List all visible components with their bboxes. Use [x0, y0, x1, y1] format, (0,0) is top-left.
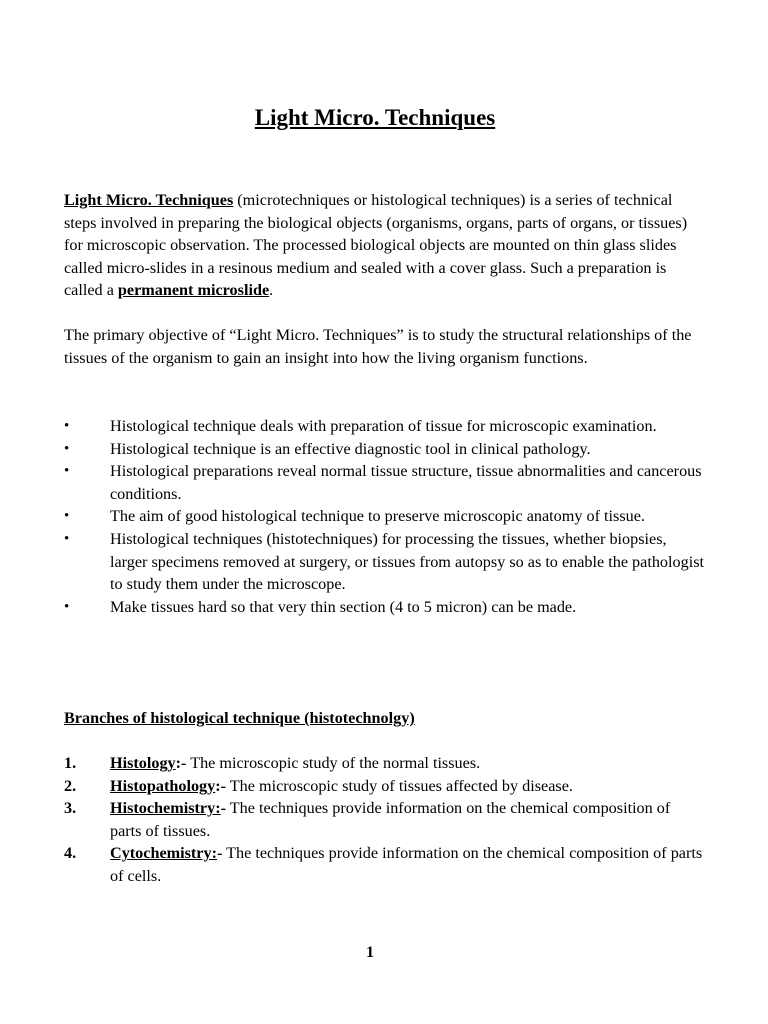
page-number: 1 [365, 943, 375, 961]
list-item-text: Make tissues hard so that very thin section (4 to 5 micron) can be made. [110, 597, 577, 616]
intro-lead-term: Light Micro. Techniques [64, 191, 234, 209]
list-item-text: The aim of good histological technique to preserve microscopic anatomy of tissue. [110, 507, 645, 526]
branch-item [64, 797, 704, 842]
branch-item [64, 752, 704, 775]
intro-paragraph [64, 189, 704, 302]
intro-key-term: permanent microslide [117, 281, 270, 300]
branch-item [64, 842, 704, 887]
branch-term: Histology [110, 754, 176, 772]
bullet-icon: • [64, 598, 70, 615]
branch-term: Cytochemistry: [110, 844, 217, 863]
branch-description: The techniques provide information on the chemical composition of parts of tissues. [110, 799, 671, 840]
list-item-text: Histological techniques (histotechniques) for processing the tissues, whether biopsies, larger specimens removed at surgery, or tissues from autopsy so as to enable the pathologist to study them under the microscope. [110, 529, 705, 594]
branches-list [64, 752, 704, 888]
term-separator: - [216, 844, 223, 863]
item-number: 2. [64, 776, 77, 795]
list-item [64, 596, 704, 619]
list-item [64, 415, 704, 438]
bullet-icon: • [64, 530, 70, 547]
document-title: Light Micro. Techniques [254, 105, 496, 130]
item-number: 4. [64, 844, 77, 863]
branch-description: The techniques provide information on the chemical composition of parts of cells. [110, 844, 703, 885]
list-item-text: Histological preparations reveal normal tissue structure, tissue abnormalities and cancerous conditions. [110, 462, 702, 503]
item-number: 3. [64, 799, 77, 818]
list-item [64, 528, 704, 596]
bullet-icon: • [64, 440, 70, 457]
list-item [64, 460, 704, 505]
item-number: 1. [64, 754, 77, 772]
branch-term: Histopathology [110, 776, 216, 795]
term-separator: :- [175, 754, 187, 772]
section-heading: Branches of histological technique (histotechnolgy) [64, 709, 415, 727]
list-item-text: Histological technique deals with preparation of tissue for microscopic examination. [110, 417, 657, 435]
bullet-list [64, 415, 704, 618]
branch-description: The microscopic study of the normal tissues. [186, 754, 481, 772]
list-item [64, 505, 704, 528]
intro-body-text: (microtechniques or histological techniques) is a series of technical steps involved in preparing the biological objects (organisms, organs, parts of organs, or tissues) for microscopic observation. The processed biological objects are mounted on thin glass slides called micro-slides in a resinous medium and sealed with a cover glass. Such a preparation is called a [64, 191, 688, 300]
list-item-text: Histological technique is an effective diagnostic tool in clinical pathology. [110, 439, 591, 458]
bullet-icon: • [64, 463, 70, 480]
bullet-icon: • [64, 508, 70, 525]
bullet-icon: • [64, 418, 70, 434]
branch-description: The microscopic study of tissues affected by disease. [226, 776, 573, 795]
intro-end: . [269, 281, 274, 300]
branch-item [64, 775, 704, 798]
term-separator: - [220, 799, 226, 818]
term-separator: :- [215, 776, 227, 795]
branch-term: Histochemistry: [110, 799, 221, 818]
list-item [64, 438, 704, 461]
objective-paragraph: The primary objective of “Light Micro. Techniques” is to study the structural relationships of the tissues of the organism to gain an insight into how the living organism functions. [64, 326, 692, 367]
